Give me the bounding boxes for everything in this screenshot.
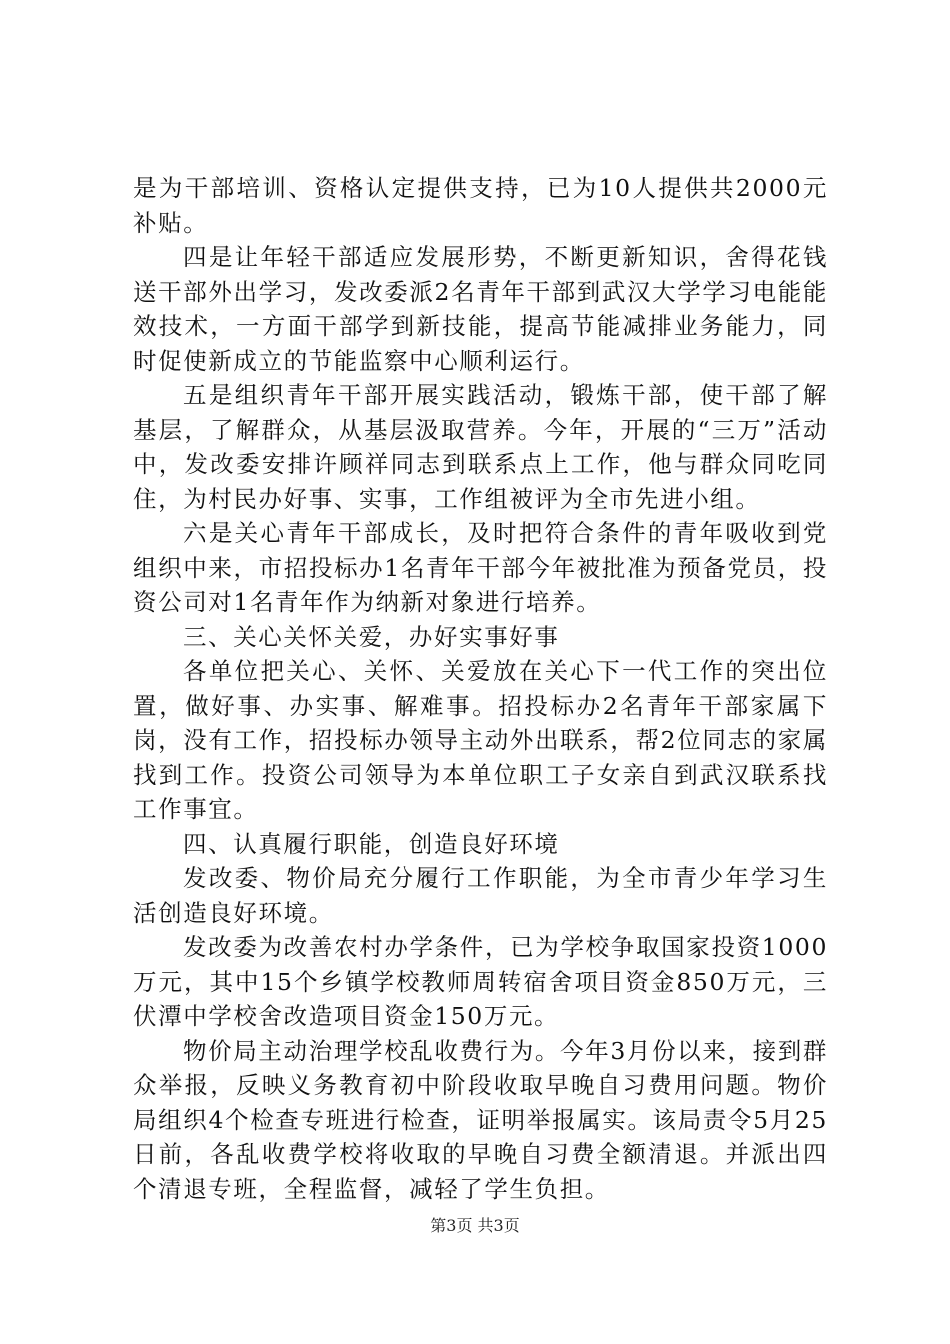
page-number-footer: 第3页 共3页 — [430, 1216, 520, 1235]
paragraph-8: 物价局主动治理学校乱收费行为。今年3月份以来，接到群众举报，反映义务教育初中阶段收取早晚自习费用问题。物价局组织4个检查专班进行检查，证明举报属实。该局责令5月25日前，各乱收费学校将收取的早晚自习费全额清退。并派出四个清退专班，全程监督，减轻了学生负担。 — [133, 1036, 828, 1203]
paragraph-6: 发改委、物价局充分履行工作职能，为全市青少年学习生活创造良好环境。 — [133, 864, 828, 927]
paragraph-4: 六是关心青年干部成长，及时把符合条件的青年吸收到党组织中来，市招投标办1名青年干部今年被批准为预备党员，投资公司对1名青年作为纳新对象进行培养。 — [133, 519, 828, 616]
paragraph-1: 是为干部培训、资格认定提供支持，已为10人提供共2000元补贴。 — [133, 174, 828, 237]
paragraph-3: 五是组织青年干部开展实践活动，锻炼干部，使干部了解基层，了解群众，从基层汲取营养。今年，开展的“三万”活动中，发改委安排许顾祥同志到联系点上工作，他与群众同吃同住，为村民办好事、实事，工作组被评为全市先进小组。 — [133, 381, 828, 513]
paragraph-7: 发改委为改善农村办学条件，已为学校争取国家投资1000万元，其中15个乡镇学校教师周转宿舍项目资金850万元，三伏潭中学校舍改造项目资金150万元。 — [133, 933, 828, 1030]
paragraph-5: 各单位把关心、关怀、关爱放在关心下一代工作的突出位置，做好事、办实事、解难事。招投标办2名青年干部家属下岗，没有工作，招投标办领导主动外出联系，帮2位同志的家属找到工作。投资公司领导为本单位职工子女亲自到武汉联系找工作事宜。 — [133, 657, 828, 823]
document-body — [133, 171, 828, 1206]
paragraph-2: 四是让年轻干部适应发展形势，不断更新知识，舍得花钱送干部外出学习，发改委派2名青年干部到武汉大学学习电能能效技术，一方面干部学到新技能，提高节能减排业务能力，同时促使新成立的节能监察中心顺利运行。 — [133, 243, 828, 375]
section-heading-3: 三、关心关怀关爱，办好实事好事 — [183, 622, 560, 651]
section-heading-4: 四、认真履行职能，创造良好环境 — [183, 829, 560, 858]
